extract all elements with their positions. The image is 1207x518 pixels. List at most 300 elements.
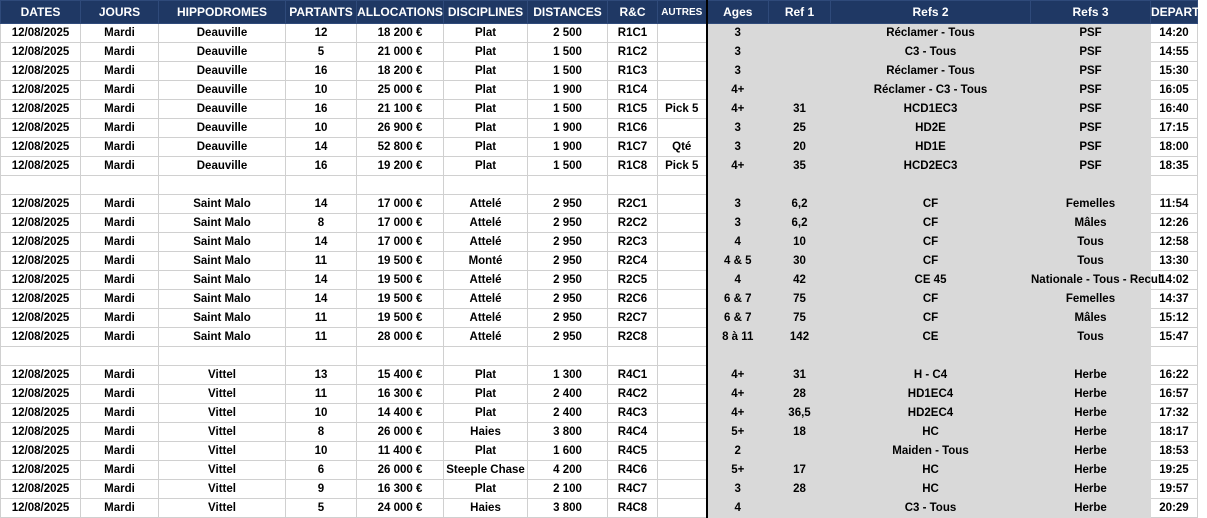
cell-date: 12/08/2025	[1, 138, 81, 157]
cell-prize: 19 500 €	[357, 252, 444, 271]
cell-racecourse: Saint Malo	[159, 195, 286, 214]
header-race-code: R&C	[608, 1, 658, 24]
cell-other	[658, 423, 707, 442]
cell-race-code: R4C3	[608, 404, 658, 423]
table-row	[1, 24, 1198, 43]
table-row	[1, 461, 1198, 480]
cell-refs2: CE	[831, 328, 1031, 347]
cell-prize: 52 800 €	[357, 138, 444, 157]
cell-racecourse: Deauville	[159, 138, 286, 157]
cell-racecourse: Saint Malo	[159, 233, 286, 252]
cell-discipline: Attelé	[444, 290, 528, 309]
cell-discipline: Haies	[444, 423, 528, 442]
cell-race-code: R2C1	[608, 195, 658, 214]
cell-ref1: 36,5	[769, 404, 831, 423]
cell-runners: 13	[286, 366, 357, 385]
table-row	[1, 157, 1198, 176]
cell-date: 12/08/2025	[1, 385, 81, 404]
cell-discipline	[444, 347, 528, 366]
cell-ref1: 75	[769, 309, 831, 328]
cell-race-code	[608, 347, 658, 366]
cell-race-code: R4C1	[608, 366, 658, 385]
cell-ref1: 31	[769, 366, 831, 385]
table-row	[1, 290, 1198, 309]
cell-ages: 3	[707, 480, 769, 499]
cell-race-code: R1C7	[608, 138, 658, 157]
cell-date: 12/08/2025	[1, 62, 81, 81]
cell-distance: 1 600	[528, 442, 608, 461]
cell-refs2	[831, 347, 1031, 366]
cell-other	[658, 290, 707, 309]
cell-prize: 16 300 €	[357, 480, 444, 499]
cell-other	[658, 328, 707, 347]
cell-discipline: Plat	[444, 62, 528, 81]
cell-departure: 16:05	[1151, 81, 1198, 100]
header-racecourse: HIPPODROMES	[159, 1, 286, 24]
cell-other	[658, 366, 707, 385]
cell-departure: 14:02	[1151, 271, 1198, 290]
cell-runners: 14	[286, 290, 357, 309]
cell-day: Mardi	[81, 442, 159, 461]
cell-departure: 19:57	[1151, 480, 1198, 499]
cell-ref1: 6,2	[769, 195, 831, 214]
cell-day: Mardi	[81, 214, 159, 233]
header-refs3: Refs 3	[1031, 1, 1151, 24]
table-row	[1, 43, 1198, 62]
cell-refs3: Herbe	[1031, 423, 1151, 442]
cell-refs2: CF	[831, 214, 1031, 233]
cell-prize: 18 200 €	[357, 24, 444, 43]
cell-ref1	[769, 43, 831, 62]
cell-distance: 1 500	[528, 157, 608, 176]
table-row	[1, 442, 1198, 461]
cell-refs3: PSF	[1031, 138, 1151, 157]
cell-refs3: Tous	[1031, 252, 1151, 271]
cell-other	[658, 404, 707, 423]
cell-ref1: 20	[769, 138, 831, 157]
cell-day: Mardi	[81, 100, 159, 119]
cell-discipline: Plat	[444, 119, 528, 138]
cell-runners: 16	[286, 157, 357, 176]
cell-race-code: R4C7	[608, 480, 658, 499]
cell-race-code: R2C5	[608, 271, 658, 290]
cell-refs2: CF	[831, 233, 1031, 252]
spacer-row	[1, 176, 1198, 195]
header-prize: ALLOCATIONS	[357, 1, 444, 24]
cell-departure: 15:12	[1151, 309, 1198, 328]
table-body	[1, 24, 1198, 518]
cell-departure: 17:15	[1151, 119, 1198, 138]
cell-racecourse: Deauville	[159, 157, 286, 176]
cell-departure: 11:54	[1151, 195, 1198, 214]
cell-runners	[286, 176, 357, 195]
cell-departure: 16:22	[1151, 366, 1198, 385]
cell-distance: 2 950	[528, 328, 608, 347]
cell-prize: 19 500 €	[357, 271, 444, 290]
cell-date: 12/08/2025	[1, 366, 81, 385]
cell-refs3: PSF	[1031, 157, 1151, 176]
table-row	[1, 195, 1198, 214]
cell-prize: 26 000 €	[357, 461, 444, 480]
cell-racecourse: Deauville	[159, 119, 286, 138]
cell-racecourse: Saint Malo	[159, 252, 286, 271]
cell-departure: 16:57	[1151, 385, 1198, 404]
cell-race-code: R4C5	[608, 442, 658, 461]
cell-day: Mardi	[81, 157, 159, 176]
cell-discipline: Monté	[444, 252, 528, 271]
cell-racecourse: Vittel	[159, 442, 286, 461]
cell-day: Mardi	[81, 252, 159, 271]
cell-other	[658, 252, 707, 271]
cell-date	[1, 176, 81, 195]
cell-runners: 16	[286, 100, 357, 119]
cell-discipline: Plat	[444, 404, 528, 423]
cell-discipline: Plat	[444, 385, 528, 404]
cell-racecourse	[159, 176, 286, 195]
cell-day	[81, 347, 159, 366]
cell-day: Mardi	[81, 119, 159, 138]
cell-racecourse	[159, 347, 286, 366]
header-ref1: Ref 1	[769, 1, 831, 24]
cell-ref1	[769, 62, 831, 81]
cell-racecourse: Saint Malo	[159, 328, 286, 347]
cell-prize: 28 000 €	[357, 328, 444, 347]
cell-prize: 17 000 €	[357, 233, 444, 252]
cell-race-code: R1C8	[608, 157, 658, 176]
cell-ages: 4+	[707, 366, 769, 385]
cell-refs2: C3 - Tous	[831, 43, 1031, 62]
cell-date: 12/08/2025	[1, 43, 81, 62]
table-row	[1, 233, 1198, 252]
cell-other	[658, 119, 707, 138]
cell-discipline: Attelé	[444, 328, 528, 347]
cell-ages: 4+	[707, 100, 769, 119]
cell-race-code: R4C2	[608, 385, 658, 404]
cell-refs3: Herbe	[1031, 404, 1151, 423]
cell-prize	[357, 347, 444, 366]
cell-date: 12/08/2025	[1, 328, 81, 347]
cell-departure: 17:32	[1151, 404, 1198, 423]
cell-runners: 10	[286, 404, 357, 423]
cell-ref1	[769, 176, 831, 195]
cell-race-code	[608, 176, 658, 195]
cell-runners: 14	[286, 271, 357, 290]
cell-ages: 3	[707, 214, 769, 233]
cell-departure: 16:40	[1151, 100, 1198, 119]
cell-ages: 4+	[707, 404, 769, 423]
cell-runners: 12	[286, 24, 357, 43]
cell-refs3: Herbe	[1031, 366, 1151, 385]
cell-racecourse: Vittel	[159, 461, 286, 480]
cell-day: Mardi	[81, 43, 159, 62]
cell-other	[658, 24, 707, 43]
cell-ages	[707, 347, 769, 366]
cell-runners: 11	[286, 328, 357, 347]
cell-distance: 1 900	[528, 119, 608, 138]
cell-runners	[286, 347, 357, 366]
cell-date: 12/08/2025	[1, 157, 81, 176]
cell-prize: 24 000 €	[357, 499, 444, 518]
cell-refs2: HD1E	[831, 138, 1031, 157]
cell-refs3: Herbe	[1031, 461, 1151, 480]
cell-race-code: R2C4	[608, 252, 658, 271]
table-row	[1, 100, 1198, 119]
cell-racecourse: Saint Malo	[159, 309, 286, 328]
cell-refs3: PSF	[1031, 24, 1151, 43]
cell-date: 12/08/2025	[1, 442, 81, 461]
cell-day: Mardi	[81, 138, 159, 157]
cell-refs2	[831, 176, 1031, 195]
cell-runners: 10	[286, 442, 357, 461]
cell-date: 12/08/2025	[1, 233, 81, 252]
cell-refs3: Tous	[1031, 328, 1151, 347]
cell-discipline: Plat	[444, 138, 528, 157]
cell-day: Mardi	[81, 499, 159, 518]
cell-other	[658, 347, 707, 366]
cell-departure: 15:30	[1151, 62, 1198, 81]
cell-refs2: HD1EC4	[831, 385, 1031, 404]
cell-day: Mardi	[81, 271, 159, 290]
table-row	[1, 366, 1198, 385]
cell-other	[658, 499, 707, 518]
cell-other	[658, 480, 707, 499]
cell-ref1: 28	[769, 385, 831, 404]
table-row	[1, 62, 1198, 81]
cell-runners: 8	[286, 423, 357, 442]
cell-prize: 21 000 €	[357, 43, 444, 62]
cell-ref1	[769, 81, 831, 100]
cell-race-code: R1C5	[608, 100, 658, 119]
cell-runners: 11	[286, 309, 357, 328]
cell-ref1	[769, 24, 831, 43]
cell-prize: 19 500 €	[357, 290, 444, 309]
cell-prize: 17 000 €	[357, 195, 444, 214]
cell-runners: 5	[286, 499, 357, 518]
cell-refs3	[1031, 347, 1151, 366]
cell-runners: 5	[286, 43, 357, 62]
cell-ref1	[769, 442, 831, 461]
cell-other	[658, 176, 707, 195]
cell-day	[81, 176, 159, 195]
table-row	[1, 81, 1198, 100]
cell-race-code: R2C8	[608, 328, 658, 347]
cell-refs3: Nationale - Tous - Recul	[1031, 271, 1151, 290]
cell-distance	[528, 176, 608, 195]
cell-refs3: Femelles	[1031, 195, 1151, 214]
cell-discipline: Plat	[444, 442, 528, 461]
cell-refs2: HD2EC4	[831, 404, 1031, 423]
cell-date: 12/08/2025	[1, 214, 81, 233]
table-row	[1, 423, 1198, 442]
cell-departure	[1151, 347, 1198, 366]
cell-day: Mardi	[81, 309, 159, 328]
cell-date: 12/08/2025	[1, 290, 81, 309]
cell-other	[658, 195, 707, 214]
cell-distance: 2 950	[528, 252, 608, 271]
cell-other: Qté	[658, 138, 707, 157]
cell-runners: 14	[286, 138, 357, 157]
cell-departure: 19:25	[1151, 461, 1198, 480]
table-row	[1, 138, 1198, 157]
cell-date: 12/08/2025	[1, 100, 81, 119]
cell-refs2: CE 45	[831, 271, 1031, 290]
cell-refs2: HCD1EC3	[831, 100, 1031, 119]
table-row	[1, 119, 1198, 138]
cell-distance: 2 500	[528, 24, 608, 43]
cell-prize: 14 400 €	[357, 404, 444, 423]
cell-racecourse: Deauville	[159, 100, 286, 119]
cell-ref1: 30	[769, 252, 831, 271]
cell-other	[658, 385, 707, 404]
cell-ref1: 25	[769, 119, 831, 138]
cell-ref1: 28	[769, 480, 831, 499]
header-date: DATES	[1, 1, 81, 24]
table-row	[1, 309, 1198, 328]
cell-race-code: R4C4	[608, 423, 658, 442]
cell-distance: 1 900	[528, 138, 608, 157]
cell-day: Mardi	[81, 24, 159, 43]
cell-ages: 3	[707, 195, 769, 214]
cell-racecourse: Vittel	[159, 499, 286, 518]
cell-discipline: Plat	[444, 157, 528, 176]
cell-ages: 2	[707, 442, 769, 461]
cell-distance: 1 500	[528, 100, 608, 119]
cell-day: Mardi	[81, 81, 159, 100]
header-discipline: DISCIPLINES	[444, 1, 528, 24]
cell-prize: 17 000 €	[357, 214, 444, 233]
cell-distance	[528, 347, 608, 366]
cell-racecourse: Deauville	[159, 43, 286, 62]
cell-ref1: 17	[769, 461, 831, 480]
cell-ages: 4	[707, 271, 769, 290]
cell-ref1: 18	[769, 423, 831, 442]
cell-racecourse: Vittel	[159, 385, 286, 404]
cell-refs3: PSF	[1031, 119, 1151, 138]
cell-departure: 15:47	[1151, 328, 1198, 347]
cell-racecourse: Saint Malo	[159, 214, 286, 233]
cell-other: Pick 5	[658, 100, 707, 119]
cell-prize: 16 300 €	[357, 385, 444, 404]
cell-discipline: Plat	[444, 43, 528, 62]
header-runners: PARTANTS	[286, 1, 357, 24]
cell-ages: 6 & 7	[707, 290, 769, 309]
cell-distance: 4 200	[528, 461, 608, 480]
cell-date: 12/08/2025	[1, 423, 81, 442]
cell-departure: 18:53	[1151, 442, 1198, 461]
cell-discipline	[444, 176, 528, 195]
cell-refs2: HC	[831, 423, 1031, 442]
cell-refs3: Herbe	[1031, 385, 1151, 404]
cell-distance: 2 950	[528, 195, 608, 214]
cell-distance: 1 300	[528, 366, 608, 385]
cell-day: Mardi	[81, 385, 159, 404]
cell-ages: 4	[707, 499, 769, 518]
cell-racecourse: Vittel	[159, 366, 286, 385]
cell-other	[658, 442, 707, 461]
cell-race-code: R1C2	[608, 43, 658, 62]
cell-date: 12/08/2025	[1, 309, 81, 328]
cell-racecourse: Vittel	[159, 480, 286, 499]
cell-refs3: PSF	[1031, 81, 1151, 100]
cell-prize: 19 200 €	[357, 157, 444, 176]
table-row	[1, 499, 1198, 518]
cell-runners: 16	[286, 62, 357, 81]
cell-race-code: R1C6	[608, 119, 658, 138]
cell-other: Pick 5	[658, 157, 707, 176]
cell-day: Mardi	[81, 328, 159, 347]
cell-day: Mardi	[81, 423, 159, 442]
cell-refs3: Mâles	[1031, 214, 1151, 233]
cell-ages: 3	[707, 62, 769, 81]
cell-refs3: Tous	[1031, 233, 1151, 252]
cell-runners: 11	[286, 385, 357, 404]
cell-discipline: Attelé	[444, 271, 528, 290]
cell-runners: 6	[286, 461, 357, 480]
cell-date: 12/08/2025	[1, 81, 81, 100]
cell-runners: 9	[286, 480, 357, 499]
cell-ref1: 31	[769, 100, 831, 119]
cell-refs3: PSF	[1031, 100, 1151, 119]
cell-date: 12/08/2025	[1, 461, 81, 480]
cell-discipline: Plat	[444, 480, 528, 499]
cell-runners: 11	[286, 252, 357, 271]
cell-racecourse: Deauville	[159, 81, 286, 100]
cell-distance: 2 950	[528, 214, 608, 233]
cell-discipline: Plat	[444, 81, 528, 100]
cell-refs3	[1031, 176, 1151, 195]
cell-racecourse: Deauville	[159, 62, 286, 81]
cell-refs2: C3 - Tous	[831, 499, 1031, 518]
cell-date: 12/08/2025	[1, 119, 81, 138]
cell-refs2: HD2E	[831, 119, 1031, 138]
table-row	[1, 214, 1198, 233]
cell-date: 12/08/2025	[1, 499, 81, 518]
table-row	[1, 328, 1198, 347]
cell-distance: 1 500	[528, 43, 608, 62]
cell-other	[658, 214, 707, 233]
cell-prize: 18 200 €	[357, 62, 444, 81]
cell-other	[658, 62, 707, 81]
cell-refs2: HC	[831, 480, 1031, 499]
cell-race-code: R2C6	[608, 290, 658, 309]
cell-other	[658, 43, 707, 62]
cell-prize: 15 400 €	[357, 366, 444, 385]
table-row	[1, 404, 1198, 423]
cell-prize: 11 400 €	[357, 442, 444, 461]
cell-ages: 4+	[707, 385, 769, 404]
cell-race-code: R2C7	[608, 309, 658, 328]
cell-prize: 26 000 €	[357, 423, 444, 442]
cell-date: 12/08/2025	[1, 24, 81, 43]
cell-distance: 2 950	[528, 290, 608, 309]
cell-refs3: Mâles	[1031, 309, 1151, 328]
cell-day: Mardi	[81, 62, 159, 81]
cell-departure: 13:30	[1151, 252, 1198, 271]
cell-other	[658, 233, 707, 252]
cell-ages: 5+	[707, 423, 769, 442]
cell-refs3: PSF	[1031, 43, 1151, 62]
cell-refs2: CF	[831, 309, 1031, 328]
cell-distance: 2 400	[528, 404, 608, 423]
cell-ages: 6 & 7	[707, 309, 769, 328]
cell-distance: 3 800	[528, 423, 608, 442]
cell-refs3: Herbe	[1031, 499, 1151, 518]
cell-refs2: Réclamer - C3 - Tous	[831, 81, 1031, 100]
cell-distance: 2 100	[528, 480, 608, 499]
cell-ref1: 75	[769, 290, 831, 309]
cell-ref1: 142	[769, 328, 831, 347]
cell-ages: 3	[707, 24, 769, 43]
